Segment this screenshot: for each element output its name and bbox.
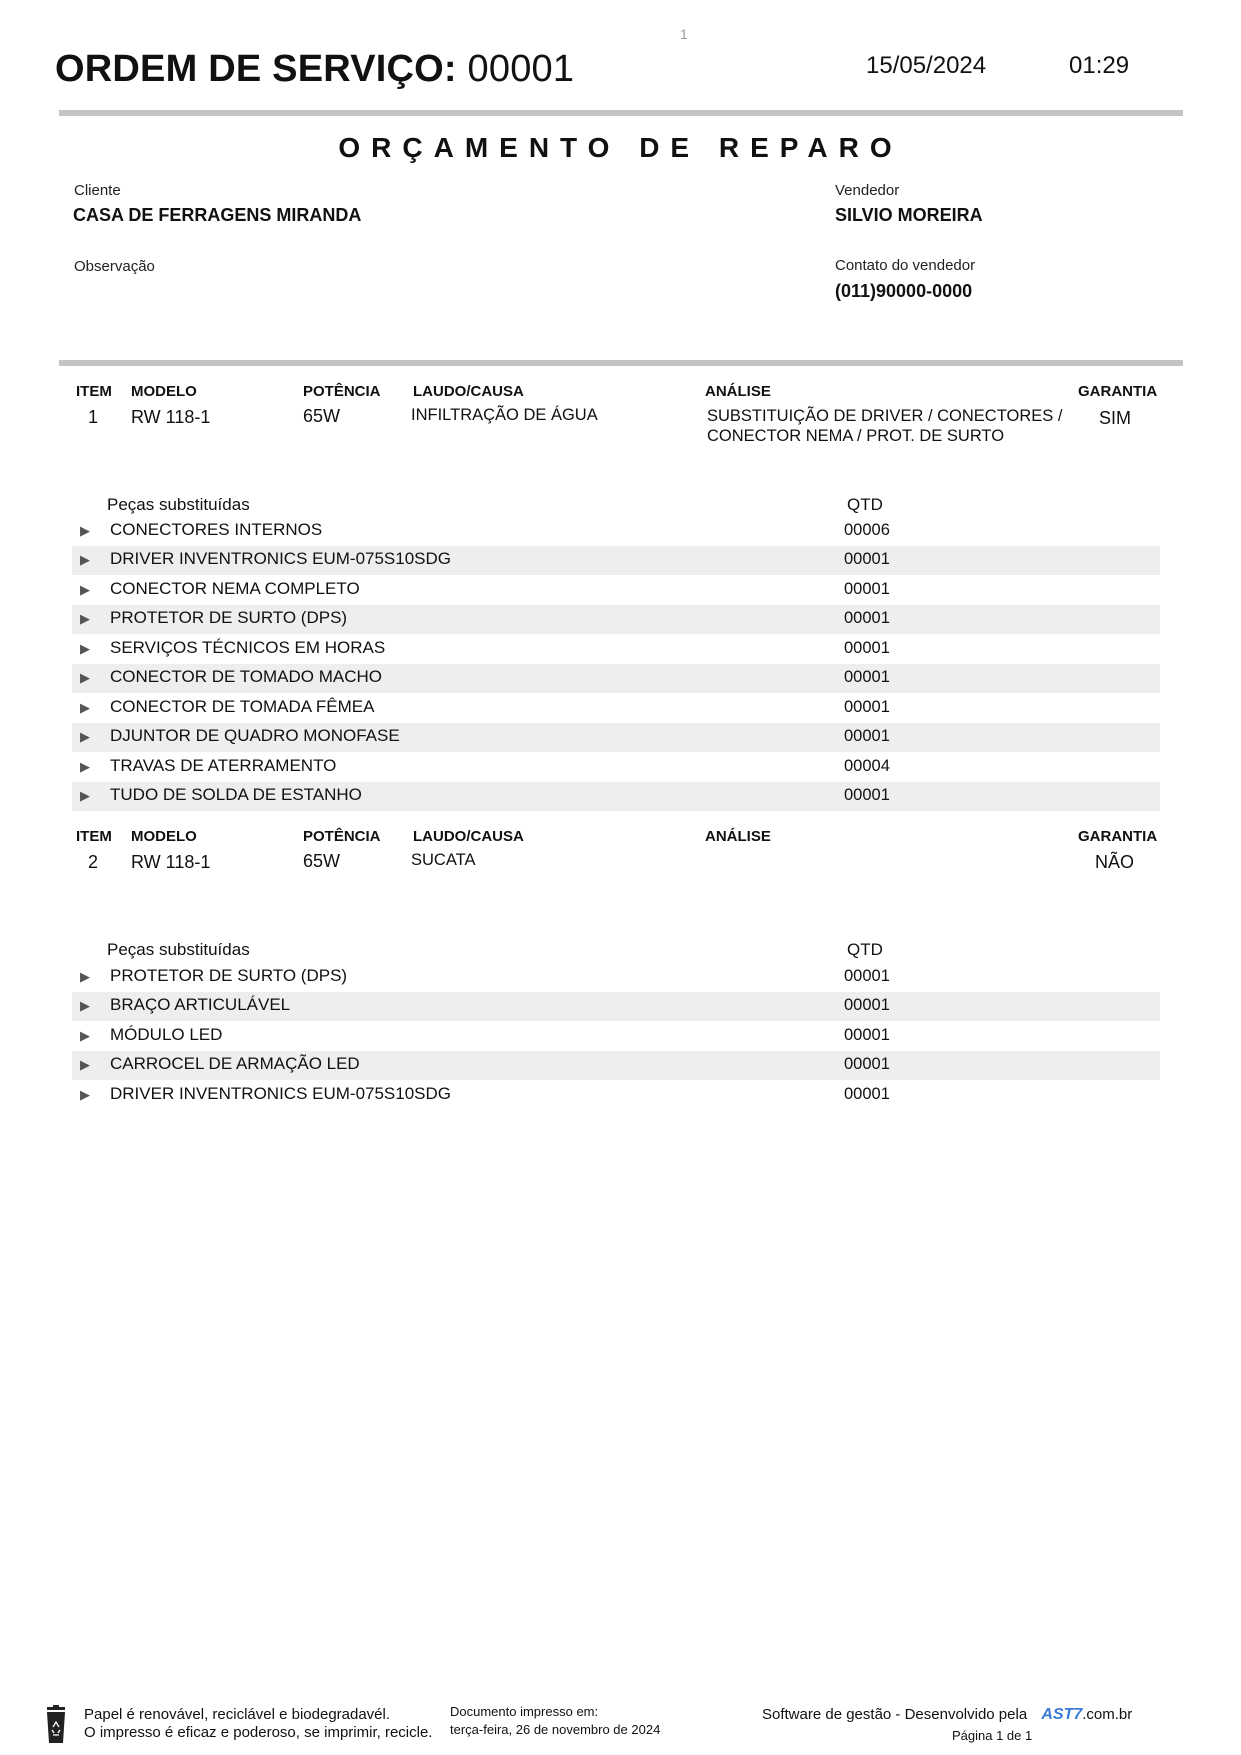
part-qty: 00001: [844, 550, 890, 568]
recycle-bin-icon: [44, 1705, 68, 1745]
part-qty: 00001: [844, 1026, 890, 1044]
qty-header: QTD: [847, 940, 883, 959]
arrow-right-icon: ▶: [80, 759, 90, 774]
part-name: CARROCEL DE ARMAÇÃO LED: [110, 1054, 360, 1073]
part-qty: 00001: [844, 786, 890, 804]
arrow-right-icon: ▶: [80, 611, 90, 626]
col-cause-header: LAUDO/CAUSA: [413, 383, 524, 400]
item-warranty: SIM: [1099, 408, 1132, 428]
part-qty: 00001: [844, 967, 890, 985]
qty-header: QTD: [847, 495, 883, 514]
arrow-right-icon: ▶: [80, 998, 90, 1013]
part-row: [72, 664, 1160, 693]
arrow-right-icon: ▶: [80, 582, 90, 597]
part-name: BRAÇO ARTICULÁVEL: [110, 995, 291, 1014]
part-row: [72, 992, 1160, 1021]
item-model: RW 118-1: [131, 407, 211, 427]
client-value: CASA DE FERRAGENS MIRANDA: [73, 205, 362, 225]
part-name: TRAVAS DE ATERRAMENTO: [110, 756, 337, 775]
part-name: DRIVER INVENTRONICS EUM-075S10SDG: [110, 549, 452, 568]
part-row: [72, 1081, 1160, 1110]
part-row: [72, 1022, 1160, 1051]
part-row: [72, 723, 1160, 752]
recycle-note-line1: Papel é renovável, reciclável e biodegradavél.: [84, 1706, 391, 1723]
item-cause: SUCATA: [411, 851, 476, 869]
arrow-right-icon: ▶: [80, 1028, 90, 1043]
part-row: [72, 517, 1160, 546]
top-divider: [59, 110, 1183, 116]
order-number: 00001: [467, 48, 575, 90]
arrow-right-icon: ▶: [80, 729, 90, 744]
part-qty: 00001: [844, 698, 890, 716]
seller-contact-label: Contato do vendedor: [835, 257, 976, 274]
col-analysis-header: ANÁLISE: [705, 383, 771, 400]
arrow-right-icon: ▶: [80, 788, 90, 803]
observation-label: Observação: [74, 258, 155, 275]
part-name: CONECTOR DE TOMADO MACHO: [110, 667, 383, 686]
software-credit: [762, 1706, 1132, 1724]
part-qty: 00001: [844, 1055, 890, 1073]
item-number: 2: [88, 852, 99, 872]
arrow-right-icon: ▶: [80, 1057, 90, 1072]
part-name: SERVIÇOS TÉCNICOS EM HORAS: [110, 638, 386, 657]
part-name: DJUNTOR DE QUADRO MONOFASE: [110, 726, 400, 745]
col-item-header: ITEM: [76, 828, 112, 845]
col-item-header: ITEM: [76, 383, 112, 400]
col-power-header: POTÊNCIA: [303, 828, 381, 845]
part-qty: 00001: [844, 727, 890, 745]
title-label: ORDEM DE SERVIÇO:: [55, 48, 457, 90]
part-row: [72, 635, 1160, 664]
part-row: [72, 782, 1160, 811]
page-marker: 1: [680, 26, 688, 42]
part-qty: 00001: [844, 639, 890, 657]
arrow-right-icon: ▶: [80, 700, 90, 715]
page-title: [55, 48, 574, 91]
part-name: CONECTORES INTERNOS: [110, 520, 323, 539]
part-row: [72, 1051, 1160, 1080]
part-row: [72, 753, 1160, 782]
part-name: PROTETOR DE SURTO (DPS): [110, 608, 348, 627]
items-divider: [59, 360, 1183, 366]
parts-header: Peças substituídas: [107, 940, 250, 959]
part-name: TUDO DE SOLDA DE ESTANHO: [110, 785, 362, 804]
col-power-header: POTÊNCIA: [303, 383, 381, 400]
part-qty: 00001: [844, 668, 890, 686]
part-qty: 00001: [844, 580, 890, 598]
part-row: [72, 546, 1160, 575]
seller-contact-value: (011)90000-0000: [835, 281, 973, 301]
col-cause-header: LAUDO/CAUSA: [413, 828, 524, 845]
part-name: CONECTOR NEMA COMPLETO: [110, 579, 360, 598]
part-qty: 00001: [844, 609, 890, 627]
arrow-right-icon: ▶: [80, 670, 90, 685]
part-name: PROTETOR DE SURTO (DPS): [110, 966, 348, 985]
col-analysis-header: ANÁLISE: [705, 828, 771, 845]
item-cause: INFILTRAÇÃO DE ÁGUA: [411, 406, 598, 424]
arrow-right-icon: ▶: [80, 641, 90, 656]
part-qty: 00004: [844, 757, 890, 775]
part-name: MÓDULO LED: [110, 1025, 223, 1044]
brand-logo: AST7: [1041, 1706, 1083, 1723]
part-row: [72, 694, 1160, 723]
seller-label: Vendedor: [835, 182, 900, 199]
arrow-right-icon: ▶: [80, 552, 90, 567]
col-warranty-header: GARANTIA: [1078, 828, 1158, 845]
recycle-note-line2: O impresso é eficaz e poderoso, se imprimir, recicle.: [84, 1724, 433, 1741]
part-name: DRIVER INVENTRONICS EUM-075S10SDG: [110, 1084, 452, 1103]
parts-header: Peças substituídas: [107, 495, 250, 514]
part-row: [72, 963, 1160, 992]
col-model-header: MODELO: [131, 383, 197, 400]
part-qty: 00006: [844, 521, 890, 539]
section-title: ORÇAMENTO DE REPARO: [338, 132, 903, 163]
part-name: CONECTOR DE TOMADA FÊMEA: [110, 697, 375, 716]
item-model: RW 118-1: [131, 852, 211, 872]
printed-label: Documento impresso em:: [450, 1704, 599, 1719]
part-row: [72, 605, 1160, 634]
client-label: Cliente: [74, 182, 121, 199]
brand-domain-suffix: .com.br: [1082, 1706, 1133, 1723]
printed-date: terça-feira, 26 de novembro de 2024: [450, 1722, 661, 1737]
item-power: 65W: [303, 851, 341, 871]
arrow-right-icon: ▶: [80, 523, 90, 538]
item-number: 1: [88, 407, 99, 427]
arrow-right-icon: ▶: [80, 969, 90, 984]
part-qty: 00001: [844, 1085, 890, 1103]
item-power: 65W: [303, 406, 341, 426]
order-time: 01:29: [1069, 52, 1130, 79]
part-qty: 00001: [844, 996, 890, 1014]
part-row: [72, 576, 1160, 605]
arrow-right-icon: ▶: [80, 1087, 90, 1102]
item-warranty: NÃO: [1095, 852, 1135, 872]
col-model-header: MODELO: [131, 828, 197, 845]
col-warranty-header: GARANTIA: [1078, 383, 1158, 400]
order-date: 15/05/2024: [866, 52, 987, 79]
item-analysis: SUBSTITUIÇÃO DE DRIVER / CONECTORES / CONECTOR NEMA / PROT. DE SURTO: [707, 407, 1063, 445]
page-info: Página 1 de 1: [952, 1728, 1033, 1743]
seller-value: SILVIO MOREIRA: [835, 205, 983, 225]
software-credit-text: Software de gestão - Desenvolvido pela: [762, 1706, 1028, 1723]
